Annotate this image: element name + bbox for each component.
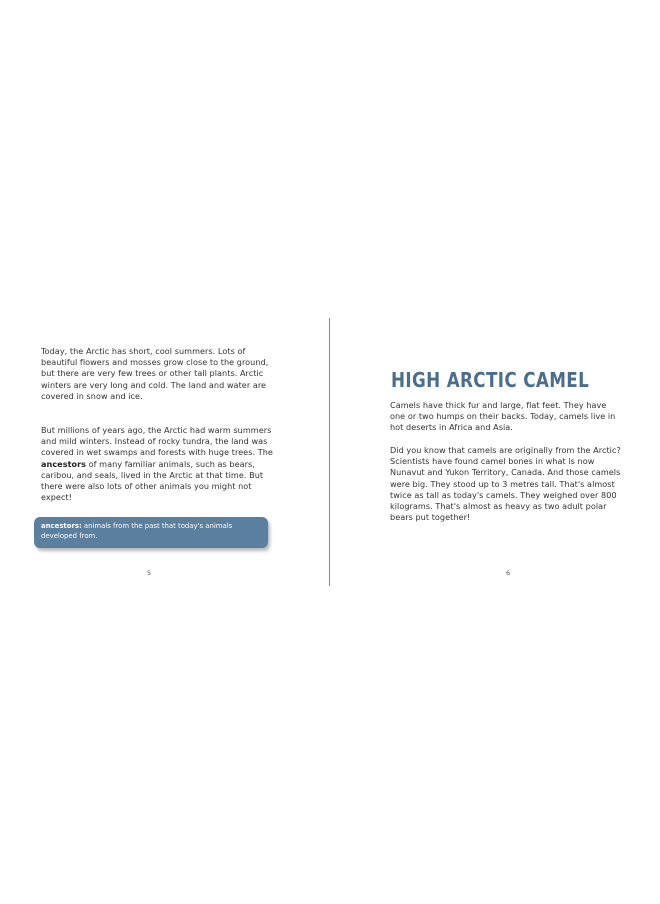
ancestors-term: ancestors — [41, 458, 87, 469]
left-page-number: 5 — [147, 569, 152, 577]
right-page — [330, 0, 660, 904]
left-paragraph-2 — [41, 425, 279, 503]
left-paragraph-2-start: But millions of years ago, the Arctic had warm summers and mild winters. Instead of rocky tundra, the land was covered in wet swamps and forests with huge trees. The — [41, 425, 273, 458]
right-paragraph-1: Camels have thick fur and large, flat feet. They have one or two humps on their backs. Today, camels live in hot deserts in Africa and Asia. — [390, 400, 616, 433]
left-paragraph-1: Today, the Arctic has short, cool summers. Lots of beautiful flowers and mosses grow close to the ground, but there are very few trees or other tall plants. Arctic winters are very long and cold. The land and water are covered in snow and ice. — [41, 346, 269, 401]
glossary-term: ancestors: — [41, 522, 82, 530]
glossary-box — [34, 517, 268, 548]
left-page — [0, 0, 329, 904]
page-heading: HIGH ARCTIC CAMEL — [391, 368, 590, 392]
right-paragraph-2: Did you know that camels are originally from the Arctic? Scientists have found camel bones in what is now Nunavut and Yukon Territory, Canada. And those camels were big. They stood up to 3 metres tall. That's almost twice as tall as today's camels. They weighed over 800 kilograms. That's almost as heavy as two adult polar bears put together! — [390, 445, 621, 523]
left-paragraph-2-end: of many familiar animals, such as bears, caribou, and seals, lived in the Arctic at that time. But there were also lots of other animals you might not expect! — [41, 458, 264, 503]
glossary-definition: animals from the past that today's animals developed from. — [41, 522, 233, 540]
right-page-number: 6 — [506, 569, 511, 577]
